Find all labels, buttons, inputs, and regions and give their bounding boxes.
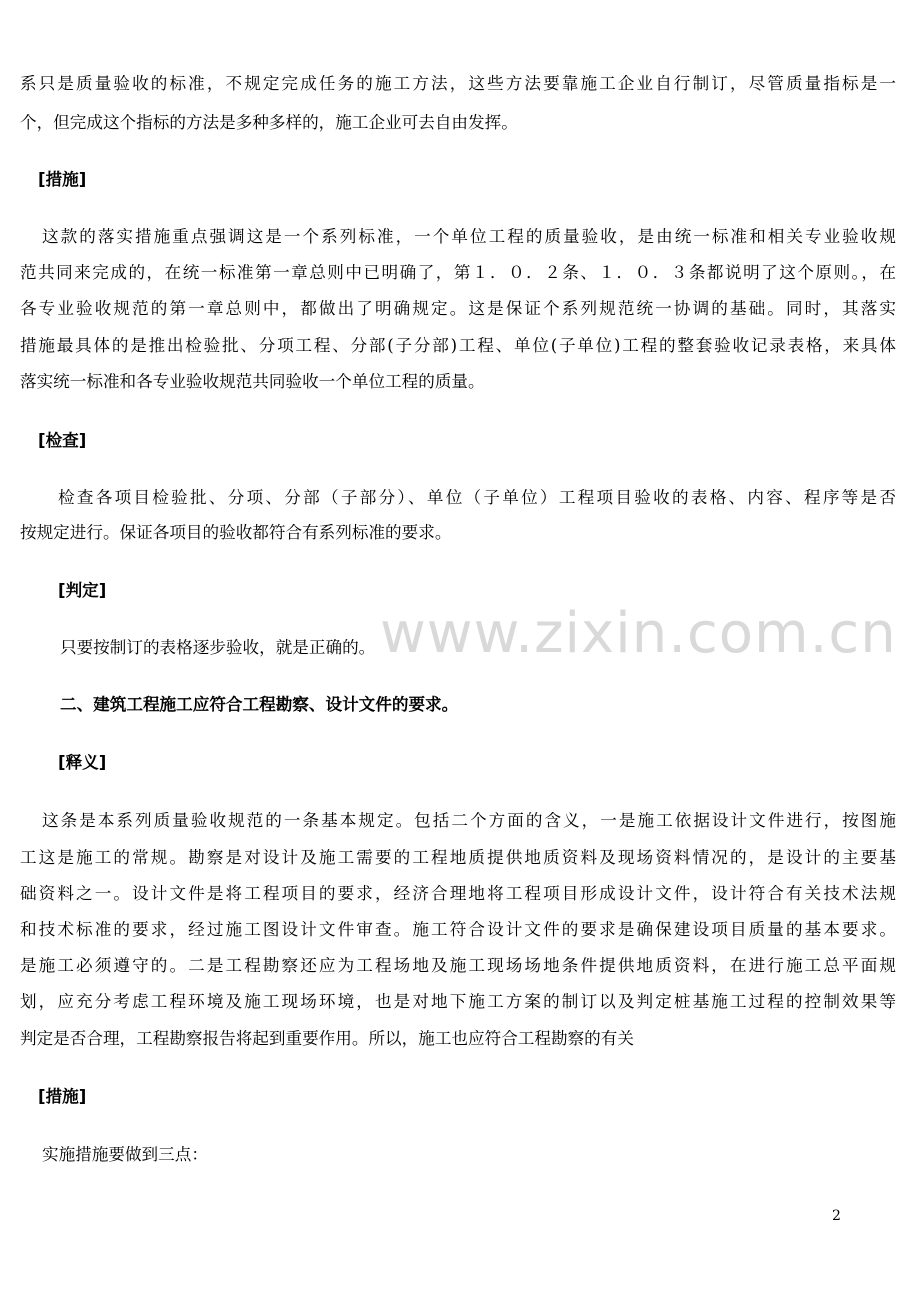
paragraph-line: 实施措施要做到三点： <box>42 1145 208 1164</box>
paragraph-line: 判定是否合理，工程勘察报告将起到重要作用。所以，施工也应符合工程勘察的有关 <box>20 1029 634 1048</box>
paragraph-line: 和技术标准的要求，经过施工图设计文件审查。施工符合设计文件的要求是确保建设项目质量的基本要求。 <box>20 920 896 939</box>
paragraph-line: 检查各项目检验批、分项、分部（子部分）、单位（子单位）工程项目验收的表格、内容、程序等是否 <box>58 488 896 507</box>
paragraph-line: 各专业验收规范的第一章总则中，都做出了明确规定。这是保证个系列规范统一协调的基础。同时，其落实 <box>20 299 896 318</box>
section-heading-judgement: [判定] <box>58 581 107 600</box>
section-title: 二、建筑工程施工应符合工程勘察、设计文件的要求。 <box>60 695 459 714</box>
page-number: 2 <box>832 1208 841 1224</box>
watermark: www.zixin.com.cn <box>380 601 897 666</box>
paragraph-line: 这条是本系列质量验收规范的一条基本规定。包括二个方面的含义，一是施工依据设计文件进行，按图施 <box>42 811 896 830</box>
paragraph-line: 个，但完成这个指标的方法是多种多样的，施工企业可去自由发挥。 <box>20 113 518 132</box>
paragraph-line: 划，应充分考虑工程环境及施工现场环境，也是对地下施工方案的制订以及判定桩基施工过程的控制效果等 <box>20 992 896 1011</box>
paragraph-line: 系只是质量验收的标准，不规定完成任务的施工方法，这些方法要靠施工企业自行制订，尽管质量指标是一 <box>20 74 896 93</box>
section-heading-measures: [措施] <box>38 170 87 189</box>
paragraph-line: 工这是施工的常规。勘察是对设计及施工需要的工程地质提供地质资料及现场资料情况的，是设计的主要基 <box>20 848 896 867</box>
paragraph-line: 范共同来完成的，在统一标准第一章总则中已明确了，第１．０．２条、１．０．３条都说明了这个原则。，在 <box>20 263 896 282</box>
paragraph-line: 础资料之一。设计文件是将工程项目的要求，经济合理地将工程项目形成设计文件，设计符合有关技术法规 <box>20 884 896 903</box>
section-heading-measures: [措施] <box>38 1087 87 1106</box>
paragraph-line: 按规定进行。保证各项目的验收都符合有系列标准的要求。 <box>20 523 452 542</box>
paragraph-line: 只要按制订的表格逐步验收，就是正确的。 <box>60 638 376 657</box>
paragraph-line: 落实统一标准和各专业验收规范共同验收一个单位工程的质量。 <box>20 372 485 391</box>
paragraph-line: 这款的落实措施重点强调这是一个系列标准，一个单位工程的质量验收，是由统一标准和相关专业验收规 <box>42 227 896 246</box>
section-heading-interpretation: [释义] <box>58 753 107 772</box>
section-heading-check: [检查] <box>38 431 87 450</box>
paragraph-line: 措施最具体的是推出检验批、分项工程、分部(子分部)工程、单位(子单位)工程的整套验收记录表格，来具体 <box>20 336 896 355</box>
paragraph-line: 是施工必须遵守的。二是工程勘察还应为工程场地及施工现场场地条件提供地质资料，在进行施工总平面规 <box>20 956 896 975</box>
